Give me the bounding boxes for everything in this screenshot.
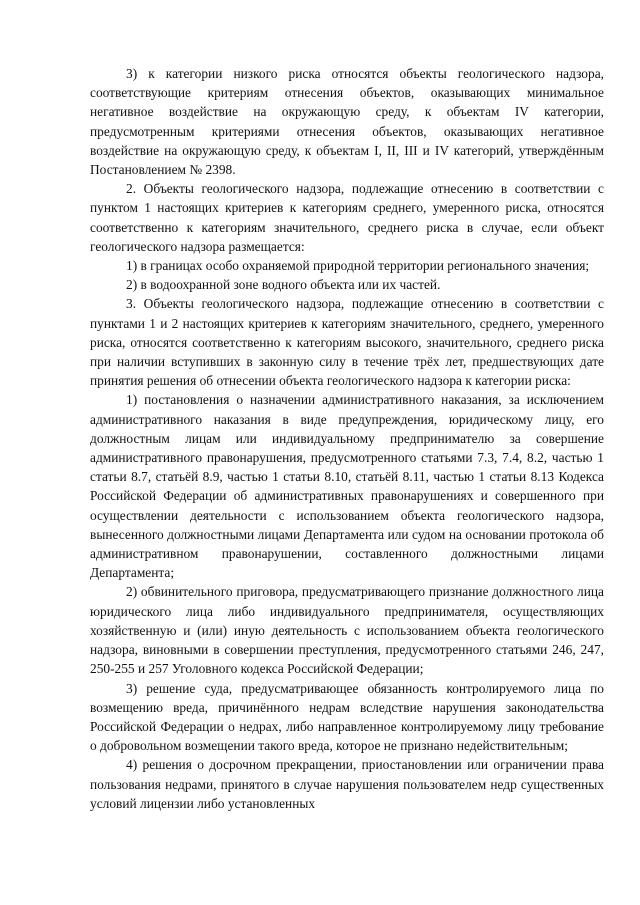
paragraph-item-3-violations: 3. Объекты геологического надзора, подлежащие отнесению в соответствии с пунктами 1 и 2 настоящих критериев к категориям значительного, среднего, умеренного риска, относятся соответственно к категориям высокого, значительного, среднего риска при наличии вступивших в законную силу в течение трёх лет, предшествующих дате принятия решения об отнесении объекта геологического надзора к категории риска: [90, 296, 604, 389]
paragraph-item-2-placement: 2. Объекты геологического надзора, подлежащие отнесению в соответствии с пунктом 1 настоящих критериев к категориям среднего, умеренного риска, относятся соответственно к категориям значительного, среднего риска в случае, если объект геологического надзора размещается: [90, 181, 604, 254]
paragraph-water-protection-zone: 2) в водоохранной зоне водного объекта или их частей. [126, 277, 441, 293]
paragraph-low-risk-category: 3) к категории низкого риска относятся объекты геологического надзора, соответствующие критериям отнесения объектов, оказывающих минимальное негативное воздействие на окружающую среду, к объектам IV категории, предусмотренным критериями отнесения объектов, оказывающих негативное воздействие на окружающую среду, к объектам I, II, III и IV категорий, утверждённым Постановлением № 2398. [90, 66, 604, 178]
paragraph-court-decision: 3) решение суда, предусматривающее обязанность контролируемого лица по возмещению вреда, причинённого недрам вследствие нарушения законодательства Российской Федерации о недрах, либо направленное контролируемому лицу требование о добровольном возмещении такого вреда, которое не признано недействительным; [90, 680, 604, 754]
paragraph-protected-territory: 1) в границах особо охраняемой природной территории регионального значения; [126, 258, 590, 274]
document-page [90, 64, 604, 813]
paragraph-administrative-penalty: 1) постановления о назначении административного наказания, за исключением административного наказания в виде предупреждения, юридическому лицу, его должностным лицам или индивидуальному предпринимателю за совершение административного правонарушения, предусмотренного статьями 7.3, 7.4, 8.2, частью 1 статьи 8.7, статьёй 8.9, частью 1 статьи 8.10, статьёй 8.11, частью 1 статьи 8.13 Кодекса Российской Федерации об административных правонарушениях и совершенного при осуществлении деятельности с использованием объекта геологического надзора, вынесенного должностными лицами Департамента или судом на основании протокола об административном правонарушении, составленного должностными лицами Департамента; [90, 392, 604, 581]
paragraph-license-termination: 4) решения о досрочном прекращении, приостановлении или ограничении права пользования недрами, принятого в случае нарушения пользователем недр существенных условий лицензии либо установленных [90, 757, 604, 811]
paragraph-conviction: 2) обвинительного приговора, предусматривающего признание должностного лица юридического лица либо индивидуального предпринимателя, осуществляющих хозяйственную и (или) иную деятельность с использованием объекта геологического надзора, виновными в совершении преступления, предусмотренного статьями 246, 247, 250-255 и 257 Уголовного кодекса Российской Федерации; [90, 584, 604, 677]
